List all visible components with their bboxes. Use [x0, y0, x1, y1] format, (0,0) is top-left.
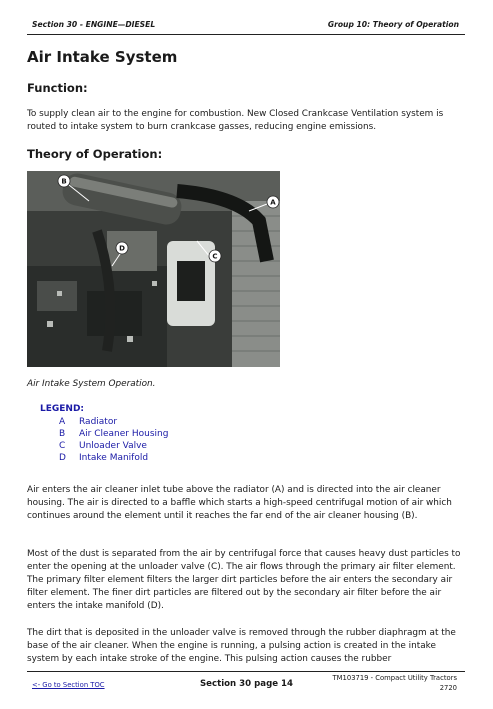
body-paragraph-2: Most of the dust is separated from the air by centrifugal force that causes heavy dust particles to enter the opening at the unloader valve (C). The air flows through the primary air filter element. The primary filter element filters the larger dirt particles before the air enters the secondary air filter element. The finer dirt particles are filtered out by the secondary air filter before the air enters the intake manifold (D). [27, 549, 461, 611]
figure-caption: Air Intake System Operation. [27, 379, 156, 389]
callout-c: C [212, 252, 218, 261]
callout-d: D [119, 244, 125, 253]
page-number: Section 30 page 14 [199, 679, 293, 689]
doc-reference: TM103719 - Compact Utility Tractors 2720 [332, 674, 457, 692]
page-title: Air Intake System [27, 48, 178, 66]
footer-divider [27, 671, 465, 672]
function-text: To supply clean air to the engine for combustion. New Closed Crankcase Ventilation system is routed to intake system to burn crankcase gasses, reducing engine emissions. [27, 109, 444, 132]
function-heading: Function: [27, 81, 88, 95]
page-header [27, 14, 465, 35]
header-group: Group 10: Theory of Operation [327, 20, 459, 29]
body-paragraph-3: The dirt that is deposited in the unloader valve is removed through the rubber diaphragm at the base of the air cleaner. When the engine is running, a pulsing action is created in the intake system by each intake stroke of the engine. This pulsing action causes the rubber [27, 628, 456, 664]
callout-b: B [61, 177, 67, 186]
callout-a: A [270, 198, 276, 207]
header-section: Section 30 - ENGINE—DIESEL [32, 20, 156, 29]
body-paragraph-1: Air enters the air cleaner inlet tube above the radiator (A) and is directed into the air cleaner housing. The air is directed to a baffle which starts a high-speed centrifugal motion of air which continues around the element until it reaches the far end of the air cleaner housing (B). [27, 485, 452, 521]
theory-heading: Theory of Operation: [27, 147, 163, 161]
legend-title: LEGEND: [40, 404, 85, 414]
air-intake-photo [27, 171, 280, 367]
go-to-toc-link[interactable]: <- Go to Section TOC [32, 681, 105, 689]
